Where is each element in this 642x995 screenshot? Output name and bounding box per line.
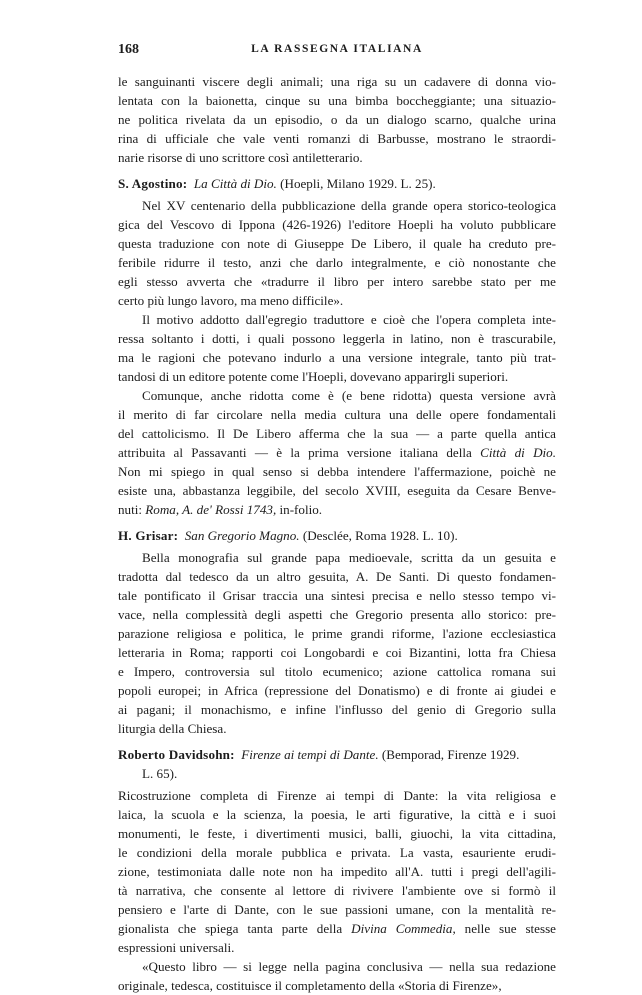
text-column (118, 72, 556, 995)
bibliography-entry (118, 745, 556, 764)
text-line: feribile ridurre il testo, anzi che darlo integralmente, e ciò nonostante che (118, 255, 556, 270)
text-line: Non mi spiego in qual senso si debba intendere l'affermazione, poichè ne (118, 464, 556, 479)
text-line: «Questo libro — si legge nella pagina conclusiva — nella sua redazione (142, 959, 556, 974)
text-line: gica del Vescovo di Ippona (426-1926) l'editore Hoepli ha voluto pubblicare (118, 217, 556, 232)
entry-title: La Città di Dio. (193, 176, 277, 191)
bibliography-entry (118, 526, 556, 545)
entry-title: San Gregorio Magno. (184, 528, 300, 543)
text-line: tà narrativa, che consente al lettore di rivivere l'ambiente ove si formò il (118, 883, 556, 898)
entry-publisher: (Desclée, Roma 1928. L. 10). (302, 528, 458, 543)
entry-publisher-cont: L. 65). (142, 766, 178, 781)
text-line: pensiero e l'arte di Dante, con le sue passioni umane, con la mentalità re- (118, 902, 556, 917)
entry-author: Roberto Davidsohn: (118, 747, 235, 762)
text-line: nuti: Roma, A. de' Rossi 1743, in-folio. (118, 502, 323, 517)
text-line: Ricostruzione completa di Firenze ai tempi di Dante: la vita religiosa e (118, 788, 556, 803)
italic-title: Città di Dio. (480, 445, 556, 460)
entry-publisher: (Hoepli, Milano 1929. L. 25). (280, 176, 436, 191)
entry-publisher: (Bemporad, Firenze 1929. (381, 747, 520, 762)
text-line: Il motivo addotto dall'egregio traduttore e cioè che l'opera completa inte- (142, 312, 556, 327)
text-line: ai pagani; il monachismo, e infine l'influsso del genio di Gregorio sulla (118, 702, 556, 717)
text-line: monumenti, le feste, i divertimenti musici, balli, giuochi, la vita cittadina, (118, 826, 556, 841)
text-line: originale, tedesca, costituisce il completamento della «Storia di Firenze», (118, 978, 502, 993)
italic-title: Roma, A. de' Rossi 1743, (145, 502, 277, 517)
text-line: certo più lungo lavoro, ma meno difficile». (118, 293, 344, 308)
text-line: Comunque, anche ridotta come è (e bene ridotta) questa versione avrà (142, 388, 556, 403)
bibliography-entry (118, 174, 556, 193)
entry-author: H. Grisar: (118, 528, 179, 543)
text-line: popoli europei; in Africa (repressione del Donatismo) e di fronte ai giudei e (118, 683, 556, 698)
italic-title: Divina Commedia, (351, 921, 456, 936)
text-line: espressioni universali. (118, 940, 235, 955)
text-line: vace, nella complessità degli aspetti che Gregorio presenta allo storico: pre- (118, 607, 556, 622)
text-line: le sanguinanti viscere degli animali; una riga su un cadavere di donna vio- (118, 74, 556, 89)
text-line: esiste una, abbastanza leggibile, del secolo XVIII, eseguita da Cesare Benve- (118, 483, 556, 498)
text-line: rina di ufficiale che vale venti romanzi di Barbusse, mostrano le straordi- (118, 131, 556, 146)
entry-title: Firenze ai tempi di Dante. (241, 747, 379, 762)
text-line: ressa soltanto i dotti, i quali possono leggerla in latino, non è trascurabile, (118, 331, 556, 346)
text-line: narie risorse di uno scrittore così antiletterario. (118, 150, 363, 165)
text-line: gionalista che spiega tanta parte della Divina Commedia, nelle sue stesse (118, 921, 556, 936)
text-line: attribuita al Passavanti — è la prima versione italiana della Città di Dio. (118, 445, 556, 460)
text-line: parazione religiosa e politica, le prime grandi riforme, l'azione ecclesiastica (118, 626, 556, 641)
page-number: 168 (118, 42, 139, 57)
running-title: LA RASSEGNA ITALIANA (251, 43, 423, 55)
text-line: laica, la scuola e la scienza, la poesia, le arti figurative, la città e i suoi (118, 807, 556, 822)
text-line: liturgia della Chiesa. (118, 721, 227, 736)
text-line: e Impero, controversia sul titolo ecumenico; azione cattolica romana sui (118, 664, 556, 679)
text-line: Nel XV centenario della pubblicazione della grande opera storico-teologica (142, 198, 556, 213)
text-line: tradotta dal tedesco da un altro gesuita, A. De Santi. Di questo fondamen- (118, 569, 556, 584)
text-line: tale pontificato il Grisar traccia una sintesi precisa e nello stesso tempo vi- (118, 588, 556, 603)
text-line: tandosi di un editore potente come l'Hoepli, dovevano apparirgli superiori. (118, 369, 509, 384)
text-line: il merito di far circolare nella media cultura una delle opere fondamentali (118, 407, 556, 422)
text-line: egli stesso avverta che «tradurre il libro per intero sarebbe stato per me (118, 274, 556, 289)
text-line: questa traduzione con note di Giuseppe De Libero, il quale ha creduto pre- (118, 236, 556, 251)
page-header (118, 42, 556, 60)
text-line: zione, testimoniata dalle note non ha impedito all'A. tutti i pregi dell'agili- (118, 864, 556, 879)
text-line: ne politica rivelata da un episodio, o da un dialogo scarno, qualche urina (118, 112, 556, 127)
text-line: Bella monografia sul grande papa medioevale, scritta da un gesuita e (142, 550, 556, 565)
text-line: lentata con la baionetta, cinque su una bimba boccheggiante; una situazio- (118, 93, 556, 108)
text-line: le condizioni della morale pubblica e privata. La vasta, esauriente erudi- (118, 845, 556, 860)
text-line: ma le ragioni che potevano indurlo a una versione integrale, tanto più trat- (118, 350, 556, 365)
text-line: del cattolicismo. Il De Libero afferma che la sua — a parte quella antica (118, 426, 556, 441)
entry-author: S. Agostino: (118, 176, 188, 191)
text-line: letteraria in Roma; rapporti coi Longobardi e coi Bizantini, lotta fra Chiesa (118, 645, 556, 660)
